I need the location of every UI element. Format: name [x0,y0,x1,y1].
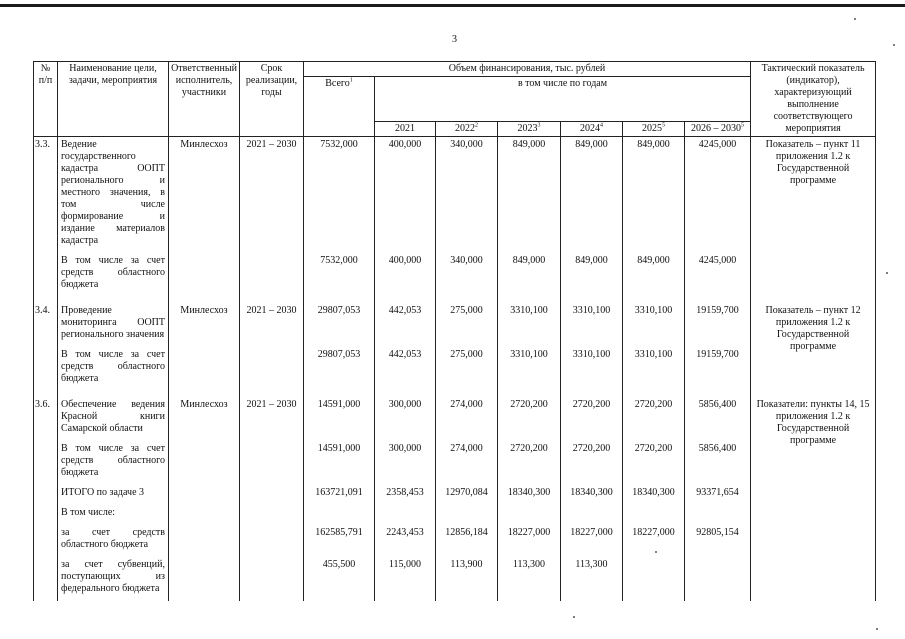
row-total: 163721,091 [304,485,375,505]
header-year [375,122,436,137]
row-number [34,557,58,601]
row-year-value: 19159,700 [685,303,751,347]
row-indicator: Показатель – пункт 12 приложения 1.2 к Государственной программе [751,303,876,391]
row-total: 7532,000 [304,137,375,254]
table-row [34,347,876,391]
row-year-value: 2720,200 [623,441,685,485]
table-row [34,441,876,485]
row-number: 3.3. [34,137,58,254]
row-indicator [751,557,876,601]
row-executor [169,557,240,601]
row-year-value [623,557,685,601]
row-executor: Минлесхоз [169,137,240,254]
row-name: В том числе за счет средств областного бюджета [58,253,169,297]
scan-top-border [0,4,905,7]
row-executor [169,347,240,391]
row-name: В том числе за счет средств областного бюджета [58,441,169,485]
row-year-value: 2720,200 [623,397,685,441]
row-term [240,505,304,525]
row-term [240,557,304,601]
row-term [240,347,304,391]
row-year-value: 2358,453 [375,485,436,505]
scan-speck [886,272,888,274]
financing-table [33,61,876,601]
header-total [304,77,375,137]
row-year-value: 2720,200 [498,441,561,485]
row-name: Обеспечение ведения Красной книги Самарской области [58,397,169,441]
header-num: № п/п [34,62,58,137]
row-year-value: 18340,300 [561,485,623,505]
row-year-value: 442,053 [375,303,436,347]
row-year-value: 3310,100 [623,303,685,347]
row-year-value: 3310,100 [561,347,623,391]
row-year-value: 3310,100 [498,347,561,391]
header-year [436,122,498,137]
row-year-value: 3310,100 [623,347,685,391]
row-year-value: 2720,200 [498,397,561,441]
header-year-label: 2026 – 2030 [691,123,742,134]
row-name: за счет средств областного бюджета [58,525,169,557]
row-year-value: 93371,654 [685,485,751,505]
row-year-value: 274,000 [436,397,498,441]
row-year-value: 113,300 [498,557,561,601]
row-year-value: 18227,000 [623,525,685,557]
row-year-value [685,505,751,525]
row-total: 162585,791 [304,525,375,557]
scan-speck [876,628,878,630]
row-year-value: 849,000 [623,137,685,254]
row-name: за счет субвенций, поступающих из федерального бюджета [58,557,169,601]
row-year-value [685,557,751,601]
header-term: Срок реализации, годы [240,62,304,137]
row-year-value: 442,053 [375,347,436,391]
row-total: 7532,000 [304,253,375,297]
row-total [304,505,375,525]
row-year-value: 19159,700 [685,347,751,391]
row-number: 3.4. [34,303,58,347]
row-number: 3.6. [34,397,58,441]
row-year-value: 400,000 [375,253,436,297]
row-year-value: 18340,300 [623,485,685,505]
row-year-value: 300,000 [375,441,436,485]
page-number: 3 [452,34,457,45]
header-year-sup: 3 [537,122,541,129]
row-year-value: 849,000 [498,253,561,297]
table-row [34,505,876,525]
row-year-value: 2720,200 [561,397,623,441]
row-indicator [751,485,876,505]
row-number [34,505,58,525]
row-year-value: 400,000 [375,137,436,254]
header-indicator: Тактический показатель (индикатор), характеризующий выполнение соответствующего мероприятия [751,62,876,137]
row-executor: Минлесхоз [169,303,240,347]
row-indicator: Показатели: пункты 14, 15 приложения 1.2 к Государственной программе [751,397,876,485]
row-year-value [561,505,623,525]
scan-speck [655,551,657,553]
row-term [240,525,304,557]
row-year-value [498,505,561,525]
row-year-value: 849,000 [623,253,685,297]
row-term: 2021 – 2030 [240,137,304,254]
scan-speck [893,44,895,46]
row-number [34,347,58,391]
row-executor [169,485,240,505]
row-year-value: 113,300 [561,557,623,601]
header-year [685,122,751,137]
row-number [34,485,58,505]
row-executor [169,525,240,557]
row-year-value: 300,000 [375,397,436,441]
header-year-label: 2022 [455,123,475,134]
row-year-value [623,505,685,525]
row-year-value [436,505,498,525]
row-executor [169,253,240,297]
row-number [34,525,58,557]
row-year-value: 113,900 [436,557,498,601]
row-executor: Минлесхоз [169,397,240,441]
table-row [34,137,876,254]
row-year-value: 5856,400 [685,397,751,441]
header-total-label: Всего [325,78,350,89]
row-name: В том числе за счет средств областного бюджета [58,347,169,391]
row-term [240,253,304,297]
row-total: 29807,053 [304,347,375,391]
header-year [623,122,685,137]
row-year-value: 115,000 [375,557,436,601]
row-total: 455,500 [304,557,375,601]
row-name: В том числе: [58,505,169,525]
row-total: 14591,000 [304,441,375,485]
row-term: 2021 – 2030 [240,397,304,441]
header-year-sup: 2 [475,122,478,129]
row-indicator [751,505,876,525]
header-year-sup: 4 [600,122,603,129]
row-number [34,441,58,485]
table-row [34,485,876,505]
table-row [34,303,876,347]
row-term [240,485,304,505]
header-year [561,122,623,137]
header-year-label: 2021 [395,123,415,134]
row-name: Проведение мониторинга ООПТ регионального значения [58,303,169,347]
row-year-value: 340,000 [436,137,498,254]
row-year-value: 274,000 [436,441,498,485]
row-year-value: 275,000 [436,347,498,391]
row-year-value: 12856,184 [436,525,498,557]
header-year-label: 2024 [580,123,600,134]
header-name: Наименование цели, задачи, мероприятия [58,62,169,137]
row-year-value [375,505,436,525]
row-executor [169,505,240,525]
header-year-label: 2025 [642,123,662,134]
header-year-sup: 5 [741,122,745,129]
scan-speck [573,616,575,618]
header-year-label: 2023 [517,123,538,134]
row-year-value: 849,000 [561,137,623,254]
row-executor [169,441,240,485]
header-executor: Ответственный исполнитель, участники [169,62,240,137]
row-year-value: 849,000 [561,253,623,297]
table-row [34,525,876,557]
row-name: ИТОГО по задаче 3 [58,485,169,505]
row-year-value: 849,000 [498,137,561,254]
row-year-value: 18227,000 [498,525,561,557]
header-year [498,122,561,137]
row-total: 29807,053 [304,303,375,347]
row-year-value: 18340,300 [498,485,561,505]
row-indicator: Показатель – пункт 11 приложения 1.2 к Государственной программе [751,137,876,298]
table-row [34,397,876,441]
row-year-value: 92805,154 [685,525,751,557]
header-year-sup: 5 [662,122,665,129]
row-year-value: 12970,084 [436,485,498,505]
header-total-sup: 1 [349,77,353,84]
header-volume: Объем финансирования, тыс. рублей [304,62,751,77]
row-year-value: 4245,000 [685,253,751,297]
row-year-value: 2243,453 [375,525,436,557]
row-year-value: 275,000 [436,303,498,347]
row-year-value: 5856,400 [685,441,751,485]
row-term [240,441,304,485]
scan-speck [854,18,856,20]
row-number [34,253,58,297]
row-year-value: 4245,000 [685,137,751,254]
table-row [34,557,876,601]
row-year-value: 340,000 [436,253,498,297]
row-year-value: 3310,100 [498,303,561,347]
row-year-value: 3310,100 [561,303,623,347]
row-year-value: 18227,000 [561,525,623,557]
header-by-years: в том числе по годам [375,77,751,122]
row-term: 2021 – 2030 [240,303,304,347]
table-row [34,253,876,297]
row-total: 14591,000 [304,397,375,441]
row-year-value: 2720,200 [561,441,623,485]
row-name: Ведение государственного кадастра ООПТ регионального и местного значения, в том числе формирование и издание материалов кадастра [58,137,169,254]
row-indicator [751,525,876,557]
